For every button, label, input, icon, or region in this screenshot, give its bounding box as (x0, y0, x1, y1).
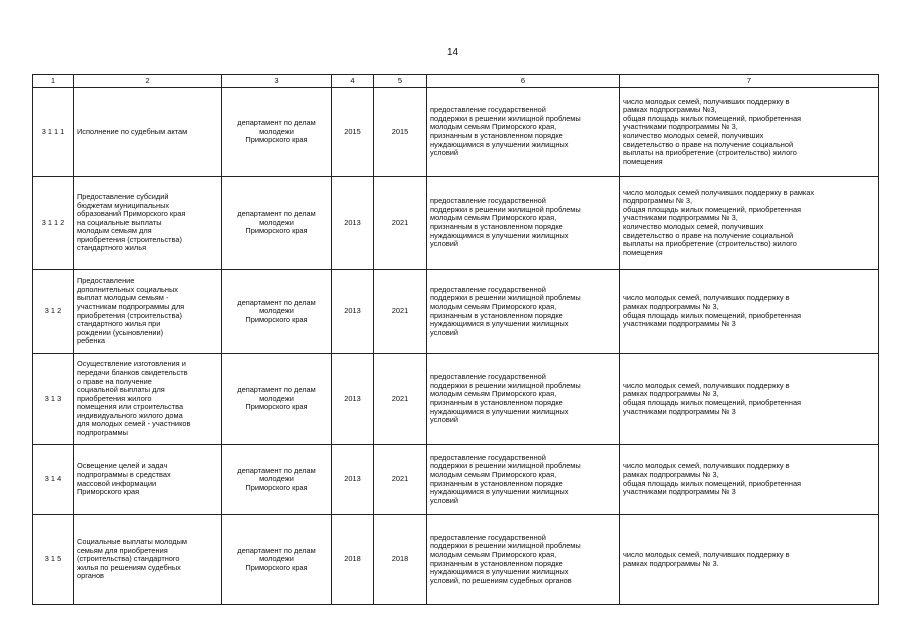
measure-name: Исполнение по судебным актам (74, 88, 222, 177)
indicators: число молодых семей, получивших поддержку в рамках подпрограммы № 3, общая площадь жилых помещений, приобретенная участниками подпрограммы № 3 (620, 354, 879, 445)
executor: департамент по делам молодежи Приморского края (222, 354, 332, 445)
table-row (33, 515, 879, 605)
measure-name: Предоставление субсидий бюджетам муниципальных образований Приморского края на социальные выплаты молодым семьям для приобретения (строительства) стандартного жилья (74, 177, 222, 270)
executor: департамент по делам молодежи Приморского края (222, 88, 332, 177)
expected-result: предоставление государственной поддержки в решении жилищной проблемы молодым семьям Приморского края, признанным в установленном порядке нуждающимися в улучшении жилищных условий (427, 177, 620, 270)
measure-name: Осуществление изготовления и передачи бланков свидетельств о праве на получение социальной выплаты для приобретения жилого помещения или строительства индивидуального жилого дома для молодых семей - участников подпрограммы (74, 354, 222, 445)
table-row (33, 445, 879, 515)
expected-result: предоставление государственной поддержки в решении жилищной проблемы молодым семьям Приморского края, признанным в установленном порядке нуждающимися в улучшении жилищных условий (427, 88, 620, 177)
expected-result: предоставление государственной поддержки в решении жилищной проблемы молодым семьям Приморского края, признанным в установленном порядке нуждающимися в улучшении жилищных условий (427, 445, 620, 515)
executor: департамент по делам молодежи Приморского края (222, 515, 332, 605)
start-year: 2018 (332, 515, 374, 605)
column-header: 5 (374, 75, 427, 88)
measure-name: Предоставление дополнительных социальных выплат молодым семьям - участникам подпрограммы для приобретения (строительства) стандартного жилья при рождении (усыновлении) ребенка (74, 270, 222, 354)
indicators: число молодых семей, получивших поддержку в рамках подпрограммы № 3, общая площадь жилых помещений, приобретенная участниками подпрограммы № 3 (620, 270, 879, 354)
end-year: 2021 (374, 354, 427, 445)
measure-name: Освещение целей и задач подпрограммы в средствах массовой информации Приморского края (74, 445, 222, 515)
column-header: 7 (620, 75, 879, 88)
expected-result: предоставление государственной поддержки в решении жилищной проблемы молодым семьям Приморского края, признанным в установленном порядке нуждающимися в улучшении жилищных условий, по решениям судебных органов (427, 515, 620, 605)
table-row (33, 354, 879, 445)
program-measures-table (32, 74, 879, 605)
indicators: число молодых семей, получивших поддержку в рамках подпрограммы № 3. (620, 515, 879, 605)
column-header: 4 (332, 75, 374, 88)
executor: департамент по делам молодежи Приморского края (222, 270, 332, 354)
end-year: 2018 (374, 515, 427, 605)
indicators: число молодых семей, получивших поддержку в рамках подпрограммы № 3, общая площадь жилых помещений, приобретенная участниками подпрограммы № 3 (620, 445, 879, 515)
expected-result: предоставление государственной поддержки в решении жилищной проблемы молодым семьям Приморского края, признанным в установленном порядке нуждающимися в улучшении жилищных условий (427, 354, 620, 445)
table-row (33, 177, 879, 270)
end-year: 2021 (374, 445, 427, 515)
start-year: 2015 (332, 88, 374, 177)
executor: департамент по делам молодежи Приморского края (222, 445, 332, 515)
start-year: 2013 (332, 354, 374, 445)
page-number: 14 (446, 47, 459, 58)
indicators: число молодых семей получивших поддержку в рамках подпрограммы № 3, общая площадь жилых помещений, приобретенная участниками подпрограммы № 3, количество молодых семей, получивших свидетельство о праве на получение социальной выплаты на приобретение (строительство) жилого помещения (620, 177, 879, 270)
measure-number: 3 1 4 (33, 445, 74, 515)
indicators: число молодых семей, получивших поддержку в рамках подпрограммы №3, общая площадь жилых помещений, приобретенная участниками подпрограммы № 3, количество молодых семей, получивших свидетельство о праве на получение социальной выплаты на приобретение (строительство) жилого помещения (620, 88, 879, 177)
end-year: 2021 (374, 177, 427, 270)
measure-name: Социальные выплаты молодым семьям для приобретения (строительства) стандартного жилья по решениям судебных органов (74, 515, 222, 605)
column-header: 1 (33, 75, 74, 88)
table-row (33, 88, 879, 177)
start-year: 2013 (332, 177, 374, 270)
column-header: 6 (427, 75, 620, 88)
executor: департамент по делам молодежи Приморского края (222, 177, 332, 270)
measure-number: 3 1 3 (33, 354, 74, 445)
column-header: 3 (222, 75, 332, 88)
column-header: 2 (74, 75, 222, 88)
measure-number: 3 1 2 (33, 270, 74, 354)
table-row (33, 270, 879, 354)
end-year: 2015 (374, 88, 427, 177)
start-year: 2013 (332, 445, 374, 515)
column-number-row (33, 75, 879, 88)
start-year: 2013 (332, 270, 374, 354)
end-year: 2021 (374, 270, 427, 354)
measure-number: 3 1 5 (33, 515, 74, 605)
measure-number: 3 1 1 1 (33, 88, 74, 177)
measure-number: 3 1 1 2 (33, 177, 74, 270)
expected-result: предоставление государственной поддержки в решении жилищной проблемы молодым семьям Приморского края, признанным в установленном порядке нуждающимися в улучшении жилищных условий (427, 270, 620, 354)
